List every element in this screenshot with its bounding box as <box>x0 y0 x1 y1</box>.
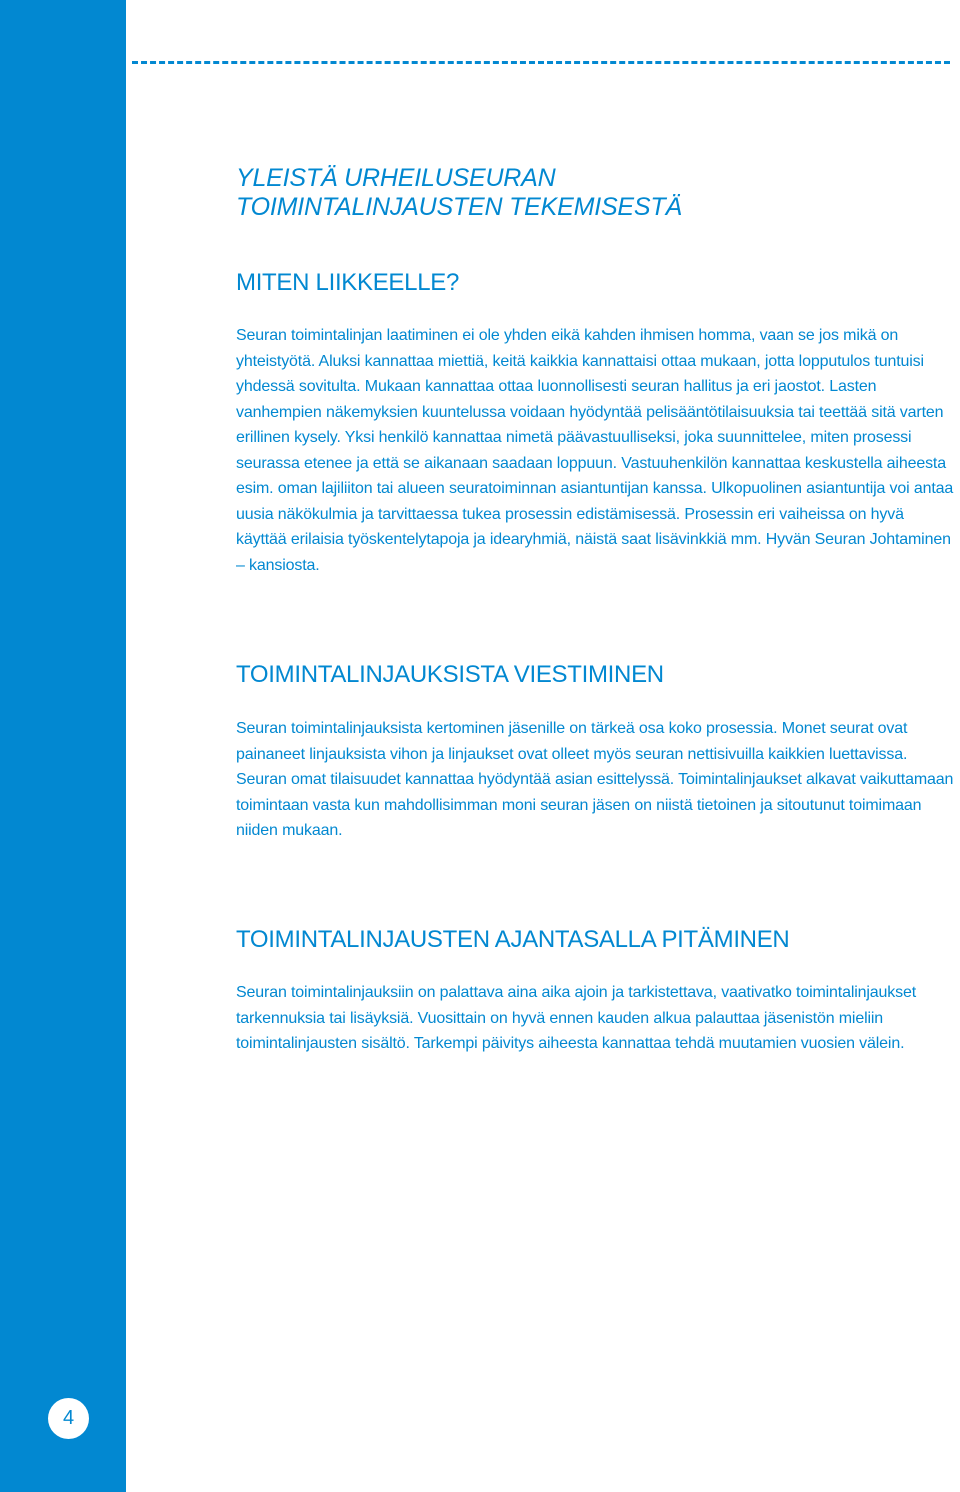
section-body-keeping-current: Seuran toimintalinjauksiin on palattava aina aika ajoin ja tarkistettava, vaativatko toimintalinjaukset tarkennuksia tai lisäyksiä. Vuosittain on hyvä ennen kauden alkua palauttaa jäsenistön mieliin toimintalinjausten sisältö. Tarkempi päivitys aiheesta kannattaa tehdä muutamien vuosien välein. <box>236 984 917 1052</box>
document-title-line-1: YLEISTÄ URHEILUSEURAN <box>236 164 556 192</box>
side-color-band <box>0 0 126 1492</box>
document-title <box>236 164 682 222</box>
section-body-getting-started: Seuran toimintalinjan laatiminen ei ole yhden eikä kahden ihmisen homma, vaan se jos mikä on yhteistyötä. Aluksi kannattaa miettiä, keitä kaikkia kannattaisi ottaa mukaan, jotta lopputulos tuntuisi yhdessä sovitulta. Mukaan kannattaa ottaa luonnollisesti seuran hallitus ja eri jaostot. Lasten vanhempien näkemyksien kuuntelussa voidaan hyödyntää pelisääntötilaisuuksia tai teettää sitä varten erillinen kysely. Yksi henkilö kannattaa nimetä päävastuulliseksi, joka suunnittelee, miten prosessi seurassa etenee ja että se aikanaan saadaan loppuun. Vastuuhenkilön kannattaa keskustella aiheesta esim. oman lajiliiton tai alueen seuratoiminnan asiantuntijan kanssa. Ulkopuolinen asiantuntija voi antaa uusia näkökulmia ja tarvittaessa tukea prosessin edistämisessä. Prosessin eri vaiheissa on hyvä käyttää erilaisia työskentelytapoja ja idearyhmiä, näistä saat lisävinkkiä mm. Hyvän Seuran Johtaminen – kansiosta. <box>236 327 954 574</box>
section-heading-communication: TOIMINTALINJAUKSISTA VIESTIMINEN <box>236 661 664 688</box>
page-number: 4 <box>48 1398 89 1439</box>
section-heading-getting-started: MITEN LIIKKEELLE? <box>236 269 459 296</box>
section-heading-keeping-current: TOIMINTALINJAUSTEN AJANTASALLA PITÄMINEN <box>236 926 790 953</box>
document-title-line-2: TOIMINTALINJAUSTEN TEKEMISESTÄ <box>236 193 682 221</box>
dashed-divider <box>132 61 950 64</box>
section-body-communication: Seuran toimintalinjauksista kertominen jäsenille on tärkeä osa koko prosessia. Monet seurat ovat painaneet linjauksista vihon ja linjaukset ovat olleet myös seuran nettisivuilla kaikkien luettavissa. Seuran omat tilaisuudet kannattaa hyödyntää asian esittelyssä. Toimintalinjaukset alkavat vaikuttamaan toimintaan vasta kun mahdollisimman moni seuran jäsen on niistä tietoinen ja sitoutunut toimimaan niiden mukaan. <box>236 720 954 839</box>
